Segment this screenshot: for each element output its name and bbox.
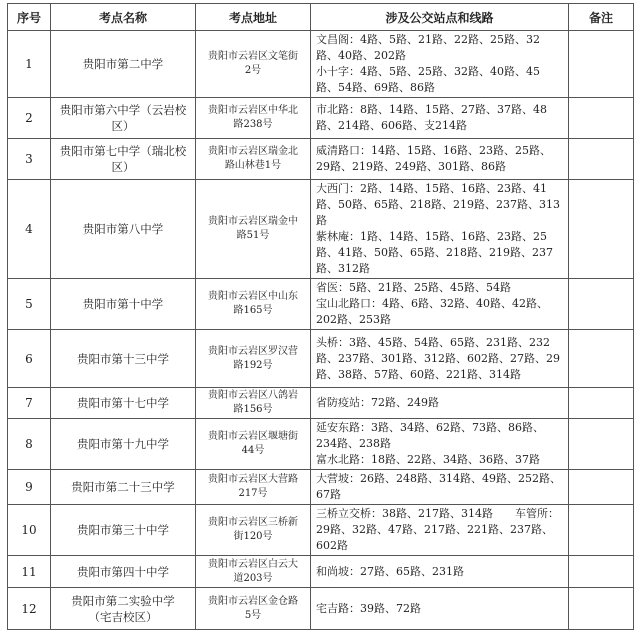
cell-line: 贵阳市云岩区大营路 [208,474,298,485]
cell-line: 贵阳市云岩区瑞金北 [208,146,298,157]
cell-line: 省医：5路、21路、25路、45路、54路 [316,281,511,294]
cell-site-name [51,180,196,279]
exam-site-table [7,3,634,630]
cell-bus-lines [311,419,569,470]
cell-line: 贵阳市第六中学（云岩校 [59,103,187,117]
cell-line: 贵阳市第四十中学 [77,564,169,579]
cell-line: 路、41路、50路、65路、218路、219路、237 [316,246,553,259]
cell-address [196,556,311,588]
cell-line: 紫林庵：1路、14路、15路、16路、23路、25 [316,230,547,243]
table-row [8,588,634,630]
cell-line: 贵阳市云岩区三桥新 [208,517,298,528]
cell-site-name [51,556,196,588]
cell-line: 217号 [238,488,268,499]
header-lines: 涉及公交站点和线路 [311,4,569,31]
cell-note [569,180,634,279]
cell-bus-lines [311,330,569,388]
cell-seq: 12 [8,588,51,630]
table-row [8,470,634,505]
table-body [8,31,634,630]
cell-line: 贵阳市第十九中学 [77,437,169,451]
cell-line: 路、38路、57路、60路、221路、314路 [316,367,521,381]
cell-line: 贵阳市第十三中学 [77,351,169,366]
cell-line: 贵阳市云岩区堰塘街 [208,431,298,442]
header-note: 备注 [569,4,634,31]
cell-line: 5号 [244,609,262,621]
table-row [8,330,634,388]
cell-bus-lines [311,556,569,588]
cell-note [569,98,634,139]
cell-address [196,419,311,470]
cell-line: 贵阳市第七中学（瑞北校 [59,144,187,158]
cell-bus-lines [311,139,569,180]
header-name: 考点名称 [51,4,196,31]
cell-line: 贵阳市云岩区金仓路 [208,595,298,607]
table-row [8,139,634,180]
cell-line: 区） [111,119,135,133]
cell-line: 贵阳市云岩区八鸽岩 [208,390,298,401]
table-row [8,180,634,279]
cell-address [196,330,311,388]
cell-line: 29路、219路、249路、301路、86路 [316,160,506,173]
cell-site-name [51,388,196,419]
cell-note [569,388,634,419]
cell-line: 路165号 [233,305,273,316]
cell-line: 省防疫站：72路、249路 [316,396,439,409]
cell-line: 宅吉路：39路、72路 [316,601,421,615]
cell-seq: 5 [8,279,51,330]
cell-line: 贵阳市云岩区中山东 [208,291,298,302]
cell-note [569,588,634,630]
cell-line: 路192号 [233,359,273,371]
cell-address [196,139,311,180]
cell-site-name [51,588,196,630]
header-address: 考点地址 [196,4,311,31]
cell-bus-lines [311,470,569,505]
cell-seq: 10 [8,505,51,556]
cell-line: 富水北路：18路、22路、34路、36路、37路 [316,453,540,466]
cell-site-name [51,470,196,505]
cell-note [569,505,634,556]
cell-line: 路、312路 [316,262,370,275]
cell-line: 头桥：3路、45路、54路、65路、231路、232 [316,335,550,349]
table-row [8,419,634,470]
table-row [8,31,634,98]
cell-note [569,330,634,388]
cell-line: 44号 [241,445,265,456]
cell-site-name [51,279,196,330]
cell-address [196,388,311,419]
cell-line: 路、40路、202路 [316,49,406,62]
cell-line: 三桥立交桥：38路、217路、314路 车管所： [316,507,559,520]
cell-line: 路山林巷1号 [224,160,282,171]
cell-line: 29路、32路、47路、217路、221路、237路、 [316,523,553,536]
cell-bus-lines [311,279,569,330]
cell-bus-lines [311,588,569,630]
cell-line: 和尚坡：27路、65路、231路 [316,564,464,578]
cell-note [569,139,634,180]
cell-line: 大西门：2路、14路、15路、16路、23路、41 [316,182,547,195]
cell-seq: 3 [8,139,51,180]
cell-line: 贵阳市第八中学 [82,222,164,236]
cell-note [569,419,634,470]
cell-line: 贵阳市第十七中学 [77,396,169,410]
cell-note [569,31,634,98]
cell-line: 区） [111,160,135,174]
cell-address [196,588,311,630]
cell-seq: 9 [8,470,51,505]
cell-bus-lines [311,180,569,279]
cell-site-name [51,31,196,98]
cell-line: 大营坡：26路、248路、314路、49路、252路、 [316,472,561,485]
cell-line: 道203号 [233,572,273,584]
cell-line: 街120号 [233,531,273,542]
cell-line: 路、214路、606路、支214路 [316,119,467,132]
cell-seq: 11 [8,556,51,588]
cell-note [569,279,634,330]
cell-line: 贵阳市云岩区白云大 [208,558,298,570]
cell-line: 2号 [244,65,262,76]
cell-line: 67路 [316,488,341,501]
cell-line: 贵阳市第二中学 [82,57,164,71]
cell-address [196,98,311,139]
cell-address [196,31,311,98]
cell-site-name [51,330,196,388]
cell-site-name [51,139,196,180]
cell-bus-lines [311,31,569,98]
cell-line: 威清路口：14路、15路、16路、23路、25路、 [316,144,551,157]
cell-bus-lines [311,98,569,139]
cell-line: 贵阳市云岩区罗汉营 [208,345,298,357]
cell-address [196,180,311,279]
cell-note [569,556,634,588]
header-seq: 序号 [8,4,51,31]
cell-line: 路、50路、65路、218路、219路、237路、313 [316,198,560,211]
cell-note [569,470,634,505]
cell-line: 延安东路：3路、34路、62路、73路、86路、 [316,421,544,434]
cell-seq: 1 [8,31,51,98]
table-row [8,388,634,419]
cell-line: 文昌阁：4路、5路、21路、22路、25路、32 [316,33,540,46]
cell-bus-lines [311,388,569,419]
cell-line: 贵阳市云岩区瑞金中 [208,216,298,227]
cell-line: 路238号 [233,119,273,130]
cell-line: 路、237路、301路、312路、602路、27路、29 [316,351,560,365]
cell-site-name [51,98,196,139]
cell-line: 贵阳市第二十三中学 [71,480,175,494]
cell-line: 贵阳市云岩区中华北 [208,105,298,116]
cell-address [196,470,311,505]
cell-line: 602路 [316,539,348,552]
table-row [8,98,634,139]
cell-seq: 2 [8,98,51,139]
cell-site-name [51,505,196,556]
cell-address [196,279,311,330]
cell-seq: 6 [8,330,51,388]
cell-line: 贵阳市第二实验中学 [71,593,175,608]
cell-line: 小十字：4路、5路、25路、32路、40路、45 [316,65,540,78]
cell-line: 贵阳市第十中学 [82,297,164,311]
cell-line: 宝山北路口：4路、6路、32路、40路、42路、 [316,297,548,310]
cell-bus-lines [311,505,569,556]
cell-line: 202路、253路 [316,313,391,326]
cell-line: 市北路：8路、14路、15路、27路、37路、48 [316,103,547,116]
cell-line: （宅吉校区） [88,609,158,624]
cell-seq: 8 [8,419,51,470]
cell-line: 贵阳市云岩区文笔街 [208,51,298,62]
table-row [8,279,634,330]
cell-line: 234路、238路 [316,437,391,450]
cell-site-name [51,419,196,470]
cell-line: 路156号 [233,404,273,415]
cell-seq: 4 [8,180,51,279]
table-row [8,556,634,588]
cell-address [196,505,311,556]
cell-line: 路、54路、69路、86路 [316,81,435,94]
cell-line: 贵阳市第三十中学 [77,523,169,537]
cell-line: 路51号 [236,230,270,241]
table-row [8,505,634,556]
cell-seq: 7 [8,388,51,419]
header-row [8,4,634,31]
cell-line: 路 [316,214,327,227]
